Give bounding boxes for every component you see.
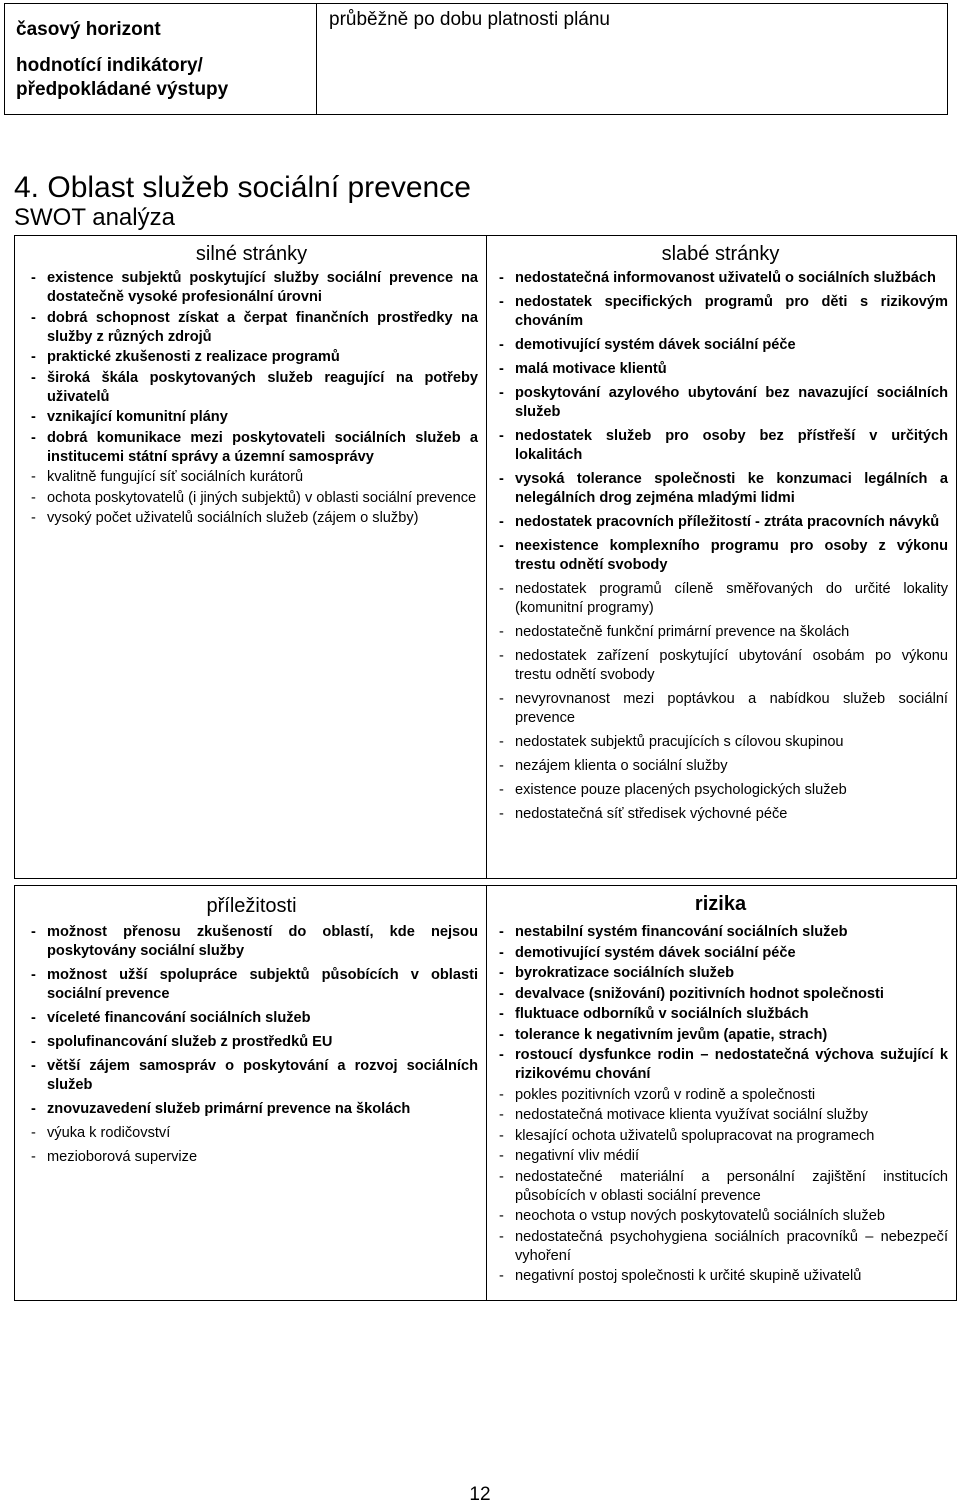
opportunities-item: - spolufinancování služeb z prostředků EU bbox=[25, 1033, 478, 1052]
value-time-horizon: průběžně po dobu platnosti plánu bbox=[329, 9, 611, 30]
threats-list bbox=[493, 923, 948, 1286]
weaknesses-item: - poskytování azylového ubytování bez navazující sociálních služeb bbox=[493, 384, 948, 422]
weaknesses-item: - neexistence komplexního programu pro osoby z výkonu trestu odnětí svobody bbox=[493, 537, 948, 575]
threats-item: - demotivující systém dávek sociální péče bbox=[493, 944, 948, 963]
weaknesses-box bbox=[486, 235, 957, 879]
strengths-item: - existence subjektů poskytující služby sociální prevence na dostatečně vysoké profesionální úrovni bbox=[25, 269, 478, 307]
opportunities-item: - možnost přenosu zkušeností do oblastí, kde nejsou poskytovány sociální služby bbox=[25, 923, 478, 961]
strengths-title: silné stránky bbox=[195, 243, 308, 265]
opportunities-item: - výuka k rodičovství bbox=[25, 1124, 478, 1143]
section-subtitle: SWOT analýza bbox=[14, 204, 175, 231]
threats-item: - fluktuace odborníků v sociálních službách bbox=[493, 1005, 948, 1024]
threats-item: - negativní postoj společnosti k určité skupině uživatelů bbox=[493, 1267, 948, 1286]
opportunities-item: - větší zájem samospráv o poskytování a rozvoj sociálních služeb bbox=[25, 1057, 478, 1095]
weaknesses-item: - malá motivace klientů bbox=[493, 360, 948, 379]
threats-item: - nedostatečná motivace klienta využívat sociální služby bbox=[493, 1106, 948, 1125]
threats-item: - tolerance k negativním jevům (apatie, strach) bbox=[493, 1026, 948, 1045]
opportunities-title: příležitosti bbox=[206, 895, 297, 917]
threats-item: - klesající ochota uživatelů spolupracovat na programech bbox=[493, 1127, 948, 1146]
weaknesses-item: - vysoká tolerance společnosti ke konzumaci legálních a nelegálních drog zejména mladými lidmi bbox=[493, 470, 948, 508]
opportunities-item: - znovuzavedení služeb primární prevence na školách bbox=[25, 1100, 478, 1119]
opportunities-item: - mezioborová supervize bbox=[25, 1148, 478, 1167]
weaknesses-item: - nedostatek programů cíleně směřovaných do určité lokality (komunitní programy) bbox=[493, 580, 948, 618]
label-outputs: předpokládané výstupy bbox=[16, 79, 229, 100]
strengths-item: - dobrá komunikace mezi poskytovateli sociálních služeb a institucemi státní správy a územní samosprávy bbox=[25, 429, 478, 467]
strengths-item: - dobrá schopnost získat a čerpat finančních prostředky na služby z různých zdrojů bbox=[25, 309, 478, 347]
strengths-item: - vznikající komunitní plány bbox=[25, 408, 478, 427]
weaknesses-item: - nedostatečná informovanost uživatelů o sociálních službách bbox=[493, 269, 948, 288]
strengths-item: - kvalitně fungující síť sociálních kurátorů bbox=[25, 468, 478, 487]
section-title: 4. Oblast služeb sociální prevence bbox=[14, 171, 471, 204]
threats-item: - nedostatečné materiální a personální zajištění institucích působících v oblasti sociální prevence bbox=[493, 1168, 948, 1206]
weaknesses-list bbox=[493, 269, 948, 824]
weaknesses-item: - nezájem klienta o sociální služby bbox=[493, 757, 948, 776]
strengths-item: - vysoký počet uživatelů sociálních služeb (zájem o služby) bbox=[25, 509, 478, 528]
weaknesses-item: - nedostatek specifických programů pro děti s rizikovým chováním bbox=[493, 293, 948, 331]
header-labels-cell bbox=[5, 4, 317, 115]
weaknesses-item: - demotivující systém dávek sociální péče bbox=[493, 336, 948, 355]
weaknesses-item: - nedostatek zařízení poskytující ubytování osobám po výkonu trestu odnětí svobody bbox=[493, 647, 948, 685]
threats-title: rizika bbox=[694, 893, 747, 915]
threats-item: - nedostatečná psychohygiena sociálních pracovníků – nebezpečí vyhoření bbox=[493, 1228, 948, 1266]
strengths-item: - ochota poskytovatelů (i jiných subjektů) v oblasti sociální prevence bbox=[25, 489, 478, 508]
threats-item: - nestabilní systém financování sociálních služeb bbox=[493, 923, 948, 942]
opportunities-item: - víceleté financování sociálních služeb bbox=[25, 1009, 478, 1028]
threats-item: - byrokratizace sociálních služeb bbox=[493, 964, 948, 983]
threats-box bbox=[486, 885, 957, 1301]
strengths-list bbox=[25, 269, 478, 528]
threats-item: - rostoucí dysfunkce rodin – nedostatečná výchova sužující k rizikovému chování bbox=[493, 1046, 948, 1084]
threats-item: - pokles pozitivních vzorů v rodině a společnosti bbox=[493, 1086, 948, 1105]
opportunities-list bbox=[25, 923, 478, 1167]
threats-item: - neochota o vstup nových poskytovatelů sociálních služeb bbox=[493, 1207, 948, 1226]
weaknesses-item: - nedostatek pracovních příležitostí - ztráta pracovních návyků bbox=[493, 513, 948, 532]
weaknesses-item: - nevyrovnanost mezi poptávkou a nabídkou služeb sociální prevence bbox=[493, 690, 948, 728]
weaknesses-item: - nedostatek subjektů pracujících s cílovou skupinou bbox=[493, 733, 948, 752]
label-time-horizon: časový horizont bbox=[16, 19, 161, 40]
weaknesses-item: - nedostatečná síť středisek výchovné péče bbox=[493, 805, 948, 824]
label-indicators: hodnotící indikátory/ bbox=[16, 55, 203, 76]
threats-item: - devalvace (snižování) pozitivních hodnot společnosti bbox=[493, 985, 948, 1004]
weaknesses-title: slabé stránky bbox=[661, 243, 780, 265]
strengths-box bbox=[14, 235, 487, 879]
strengths-item: - široká škála poskytovaných služeb reagující na potřeby uživatelů bbox=[25, 369, 478, 407]
weaknesses-item: - nedostatečně funkční primární prevence na školách bbox=[493, 623, 948, 642]
opportunities-box bbox=[14, 885, 487, 1301]
header-table bbox=[4, 3, 948, 115]
weaknesses-item: - nedostatek služeb pro osoby bez přístřeší v určitých lokalitách bbox=[493, 427, 948, 465]
page-number: 12 bbox=[469, 1484, 491, 1505]
weaknesses-item: - existence pouze placených psychologických služeb bbox=[493, 781, 948, 800]
strengths-item: - praktické zkušenosti z realizace programů bbox=[25, 348, 478, 367]
threats-item: - negativní vliv médií bbox=[493, 1147, 948, 1166]
header-value-cell bbox=[317, 4, 948, 115]
opportunities-item: - možnost užší spolupráce subjektů působících v oblasti sociální prevence bbox=[25, 966, 478, 1004]
